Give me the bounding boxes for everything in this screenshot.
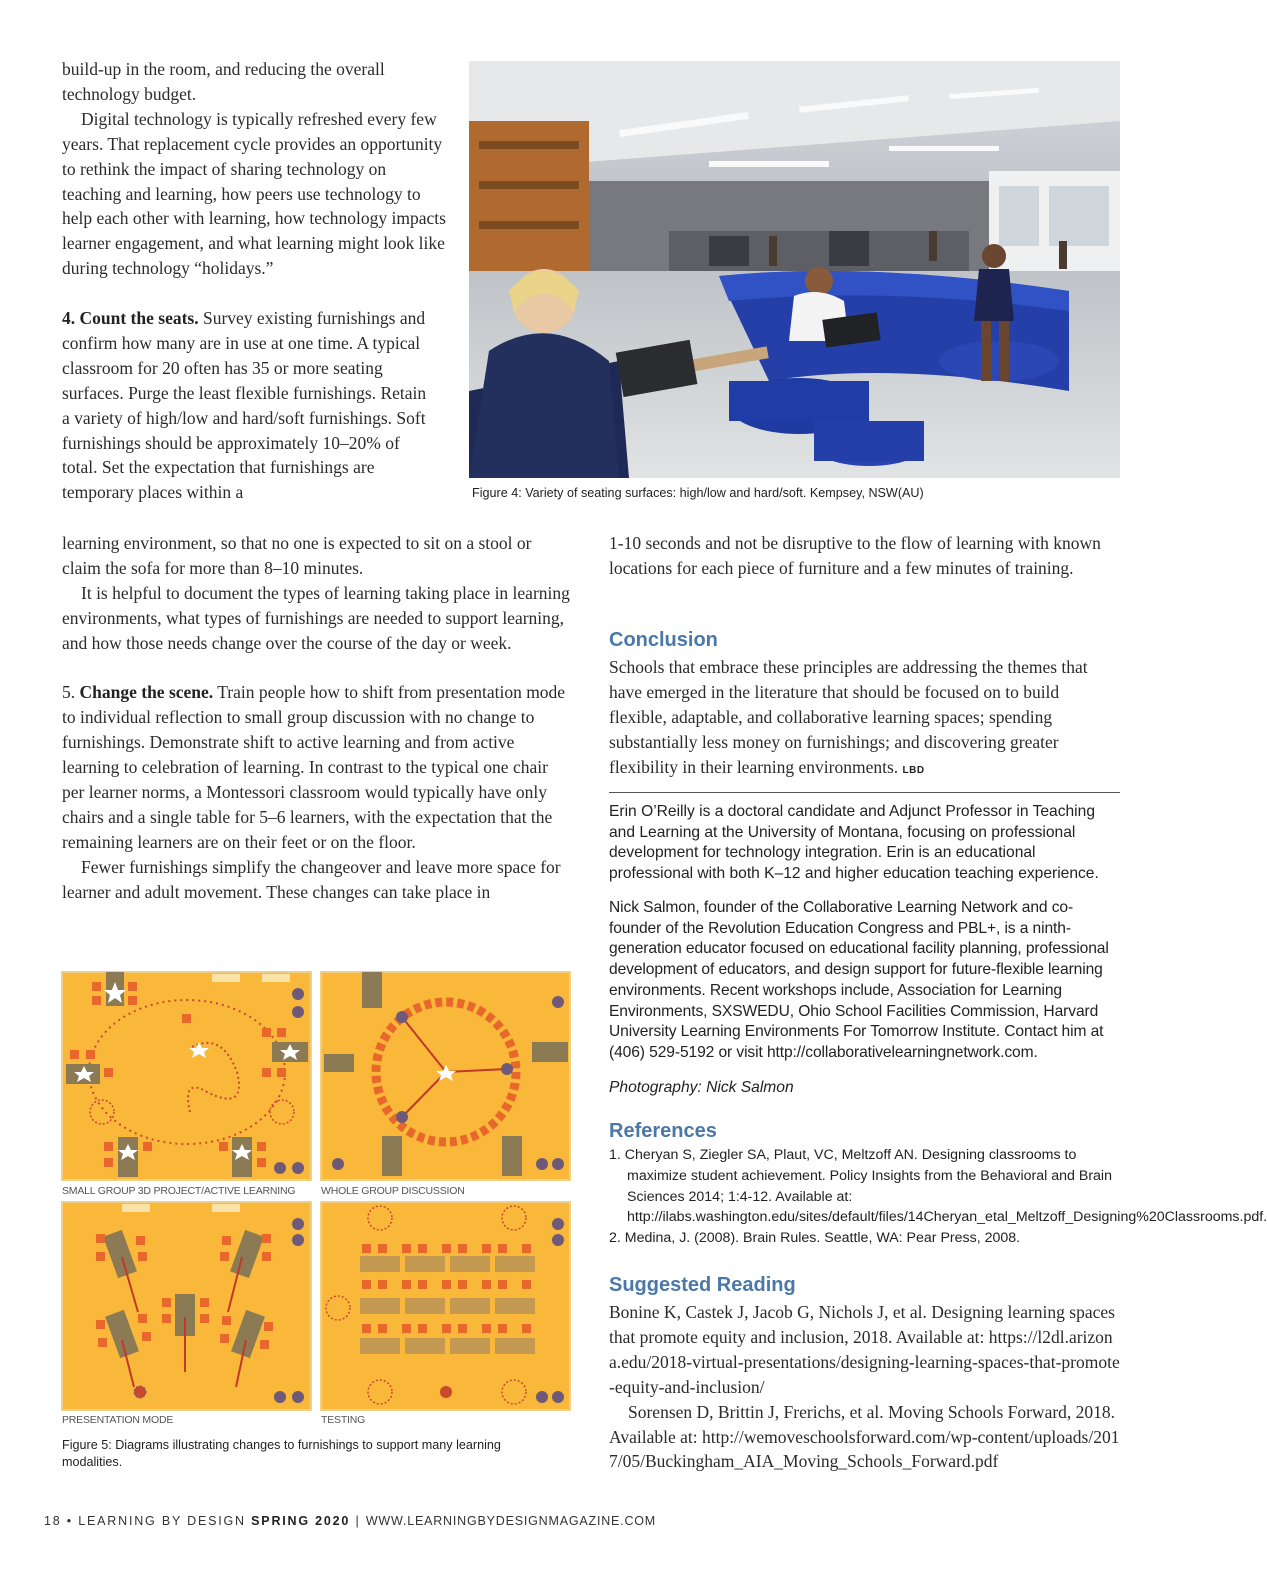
figure-4-caption: Figure 4: Variety of seating surfaces: high/low and hard/soft. Kempsey, NSW(AU) <box>472 486 924 500</box>
suggested-reading-2: Sorensen D, Brittin J, Frerichs, et al. Moving Schools Forward, 2018. Available at: http://wemoveschoolsforward.com/wp-content/uploads/2017/05/Buckingham_AIA_Moving_Schools_Forward.pdf <box>609 1401 1120 1472</box>
diagram-label-small-group: SMALL GROUP 3D PROJECT/ACTIVE LEARNING <box>62 1185 296 1197</box>
left-column-top <box>62 57 447 505</box>
bio-erin: Erin O’Reilly is a doctoral candidate and Adjunct Professor in Teaching and Learning at the University of Montana, focusing on professional development for technology integration. Erin is an educational professional with both K–12 and higher education teaching experience. <box>609 803 1099 883</box>
diagram-label-testing: TESTING <box>321 1414 366 1426</box>
diagram-testing <box>321 1202 570 1410</box>
item-4-paragraph <box>62 306 427 505</box>
classroom-photo-illustration <box>469 61 1120 478</box>
diagram-small-group <box>62 972 311 1180</box>
magazine-url: WWW.LEARNINGBYDESIGNMAGAZINE.COM <box>365 1514 657 1528</box>
item-5-text: Train people how to shift from presentation mode to individual reflection to small group discussion with no change to furnishings. Demonstrate shift to active learning and from active learning to celebration of learning. In contrast to the typical one chair per learner norms, a Montessori classroom would typically have only chairs and a single table for 5–6 learners, with the expectation that the remaining learners are on their feet or on the floor. <box>62 682 566 852</box>
references-heading: References <box>609 1120 717 1142</box>
item-5-paragraph <box>62 680 574 854</box>
end-mark: LBD <box>902 764 925 776</box>
conclusion-heading: Conclusion <box>609 629 718 651</box>
conclusion-text: Schools that embrace these principles are addressing the themes that have emerged in the literature that should be focused on to build flexible, adaptable, and collaborative learning spaces; spending substantially less money on furnishings; and discovering greater flexibility in their learning environments. <box>609 657 1088 777</box>
item-5-heading: Change the scene. <box>79 682 214 703</box>
magazine-name: LEARNING BY DESIGN <box>78 1514 246 1528</box>
figure-4-photo <box>469 61 1120 478</box>
diagram-label-presentation: PRESENTATION MODE <box>62 1414 174 1426</box>
footer-separator: | <box>355 1514 361 1528</box>
bio-divider <box>609 792 1120 793</box>
conclusion-paragraph <box>609 655 1120 784</box>
intro-paragraph: build-up in the room, and reducing the overall technology budget. <box>62 59 385 104</box>
digital-technology-paragraph: Digital technology is typically refreshed every few years. That replacement cycle provides an opportunity to rethink the impact of sharing technology on teaching and learning, how peers use technology to help each other with learning, how technology impacts learner engagement, and what learning might look like during technology “holidays.” <box>62 108 446 279</box>
reference-2: 2. Medina, J. (2008). Brain Rules. Seattle, WA: Pear Press, 2008. <box>609 1230 1021 1247</box>
diagram-presentation <box>62 1202 311 1410</box>
item-4-text: Survey existing furnishings and confirm how many are in use at one time. A typical classroom for 20 often has 35 or more seating surfaces. Purge the least flexible furnishings. Retain a variety of high/low and hard/soft furnishings. Soft furnishings should be approximately 10–20% of total. Set the expectation that furnishings are temporary places within a <box>62 308 427 503</box>
references-list <box>609 1145 1267 1249</box>
bio-nick: Nick Salmon, founder of the Collaborative Learning Network and co-founder of the Revolution Education Congress and PBL+, is a ninth-generation educator focused on educational facility planning, professional development of educators, and design support for future-flexible learning environments. Recent workshops include, Association for Learning Environments, SXSWEDU, Ohio School Facilities Commission, Harvard University Learning Environments For Tomorrow Institute. Contact him at (406) 529-5192 or visit http://collaborativelearningnetwork.com. <box>609 899 1109 1061</box>
figure-5-caption: Figure 5: Diagrams illustrating changes to furnishings to support many learning modalities. <box>62 1438 501 1469</box>
issue-name: SPRING 2020 <box>251 1514 351 1528</box>
item-5-number: 5. <box>62 682 76 703</box>
photo-credit: Photography: Nick Salmon <box>609 1079 794 1096</box>
suggested-reading-heading: Suggested Reading <box>609 1274 796 1296</box>
footer-bullet: • <box>66 1514 73 1528</box>
page-footer <box>44 1514 656 1528</box>
left-column-wide <box>62 531 574 905</box>
diagram-whole-group <box>321 972 570 1180</box>
item-4-heading: 4. Count the seats. <box>62 308 199 329</box>
page-number: 18 <box>44 1514 62 1528</box>
reference-1: 1. Cheryan S, Ziegler SA, Plaut, VC, Meltzoff AN. Designing classrooms to maximize student achievement. Policy Insights from the Behavioral and Brain Sciences 2014; 1:4-12. Available at: http://ilabs.washington.edu/sites/default/files/14Cheryan_etal_Meltzoff_Designing%20Classrooms.pdf. <box>609 1147 1267 1226</box>
document-paragraph: It is helpful to document the types of learning taking place in learning environments, what types of furnishings are needed to support learning, and how those needs change over the course of the day or week. <box>62 582 570 653</box>
item-4-continued: learning environment, so that no one is expected to sit on a stool or claim the sofa for more than 8–10 minutes. <box>62 533 532 578</box>
fewer-furnishings-paragraph: Fewer furnishings simplify the changeover and leave more space for learner and adult movement. These changes can take place in <box>62 856 561 902</box>
suggested-reading-1: Bonine K, Castek J, Jacob G, Nichols J, et al. Designing learning spaces that promote equity and inclusion, 2018. Available at: https://l2dl.arizona.edu/2018-virtual-presentations/designing-learning-spaces-that-promote-equity-and-inclusion/ <box>609 1302 1120 1397</box>
suggested-reading-list <box>609 1300 1120 1474</box>
continued-paragraph: 1-10 seconds and not be disruptive to the flow of learning with known locations for each piece of furniture and a few minutes of training. <box>609 533 1101 578</box>
diagram-label-whole-group: WHOLE GROUP DISCUSSION <box>321 1185 465 1197</box>
